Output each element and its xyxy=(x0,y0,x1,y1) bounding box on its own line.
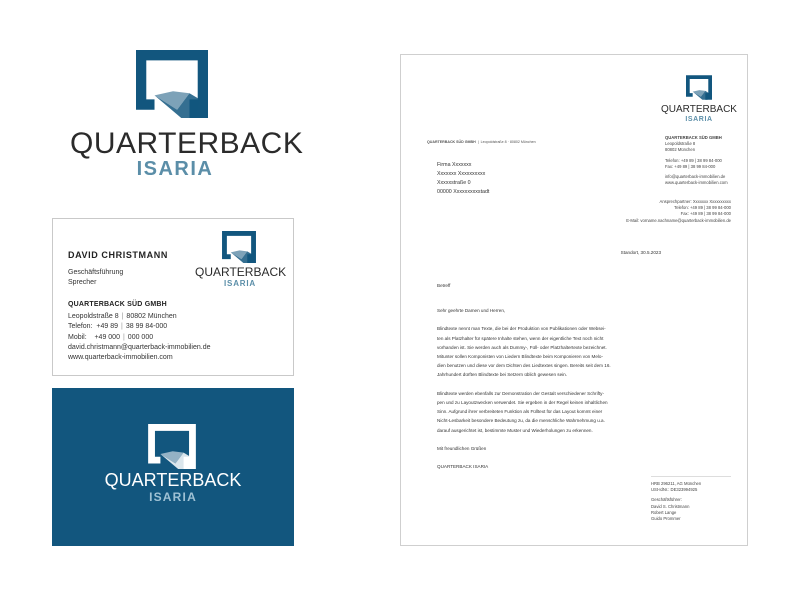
letter-body: Sehr geehrte Damen und Herren, Blindtexte nennt man Texte, die bei der Produktion von Publikationen oder Websei- ten als Platzhalter für spätere Inhalte stehen, wenn der eigentliche Text noch nicht vorhanden ist. Sie werden auch als Dummy-, Füll- oder Platzhaltertexte bezeichnet. Mitunter sollen Komponisten von Liedern Blindtexte beim Komponieren von Melo- dien benutzen und diese vor dem Dichten des Liedtextes singen. Bereits seit dem 16. Jahrhundert dürften Blindtexte bei Setzern üblich gewesen sein. Blindtexte werden ebenfalls zur Demonstration der Gestalt verschiedener Schrifty- pen und zu Layoutzwecken verwendet. Sie ergeben in der Regel keinen inhaltlichen Sinn. Aufgrund ihrer verbreiteten Funktion als Fülltext für das Layout kommt einer Nicht-Lesbarkeit besondere Bedeutung zu, da die menschliche Wahrnehmung u.a. darauf ausgerichtet ist, bestimmte Muster und Wiederholungen zu erkennen. Mit freundlichen Grüßen QUARTERBACK ISARIA xyxy=(437,306,667,472)
business-card-back xyxy=(52,388,294,546)
logo-wordmark: QUARTERBACK xyxy=(661,104,737,115)
signature: QUARTERBACK ISARIA xyxy=(437,464,489,470)
recipient-address: Firma Xxxxxxx Xxxxxxx Xxxxxxxxxx Xxxxxstraße 0 00000 Xxxxxxxxxstadt xyxy=(437,162,490,195)
sender-block: QUARTERBACK SÜD GMBH Leopoldstraße 8 80802 München Telefon: +49 89 | 38 99 84-000 Fax: +49 89 | 38 99 84-000 info@quarterback-immobilien.de www.quarterback-immobilien.com xyxy=(665,135,728,186)
return-address: QUARTERBACK SÜD GMBH | Leopoldstraße 8 · 80802 München xyxy=(427,140,536,144)
footer-divider xyxy=(651,476,731,477)
letter-subject: Betreff xyxy=(437,283,451,288)
logo-subline: ISARIA xyxy=(149,490,197,504)
letter-footer: HRB 296211, AG München USt-IdNr.: DE323994925 Geschäftsführer: David S. Christmann Robert Lange Guido Prommer xyxy=(651,481,702,522)
card-role xyxy=(68,268,123,288)
business-card-front xyxy=(52,218,294,376)
logo-subline: ISARIA xyxy=(136,158,214,180)
card-web: www.quarterback-immobilien.com xyxy=(68,354,173,362)
card-role-line: Sprecher xyxy=(68,279,97,286)
logo-mark-icon xyxy=(148,424,196,469)
card-person-name: DAVID CHRISTMANN xyxy=(68,250,168,260)
logo-mark-icon xyxy=(222,231,256,263)
logo-mark-icon xyxy=(686,75,712,100)
logo-wordmark: QUARTERBACK xyxy=(104,470,242,490)
primary-logo xyxy=(70,50,304,185)
card-mobile: Mobil: +49 000 | 000 000 xyxy=(68,333,154,341)
card-phone: Telefon: +49 89 | 38 99 84-000 xyxy=(68,323,168,331)
logo-mark-icon xyxy=(136,50,208,118)
contact-person-block: Ansprechpartner: Xxxxxxx Xxxxxxxxxx Telefon: +49 89 | 38 99 84-000 Fax: +49 89 | 38 99 84-000 E-Mail: vorname.nachname@quarterback-immobilien.de xyxy=(626,199,731,223)
card-contact xyxy=(68,312,211,363)
card-email: david.christmann@quarterback-immobilien.de xyxy=(68,343,211,351)
logo-subline: ISARIA xyxy=(685,116,713,123)
letter-date: Standort, 30.5.2023 xyxy=(620,250,661,255)
card-address: Leopoldstraße 8 | 80802 München xyxy=(68,313,177,320)
logo-wordmark: QUARTERBACK xyxy=(195,265,287,279)
card-company: QUARTERBACK SÜD GMBH xyxy=(68,301,167,308)
card-role-line: Geschäftsführung xyxy=(68,269,124,276)
letter-logo xyxy=(659,75,739,127)
logo-subline: ISARIA xyxy=(224,279,256,288)
card-logo xyxy=(195,231,285,291)
closing: Mit freundlichen Grüßen xyxy=(437,446,487,451)
salutation: Sehr geehrte Damen und Herren, xyxy=(437,308,506,313)
logo-wordmark: QUARTERBACK xyxy=(70,127,304,160)
letterhead-page xyxy=(400,54,748,546)
